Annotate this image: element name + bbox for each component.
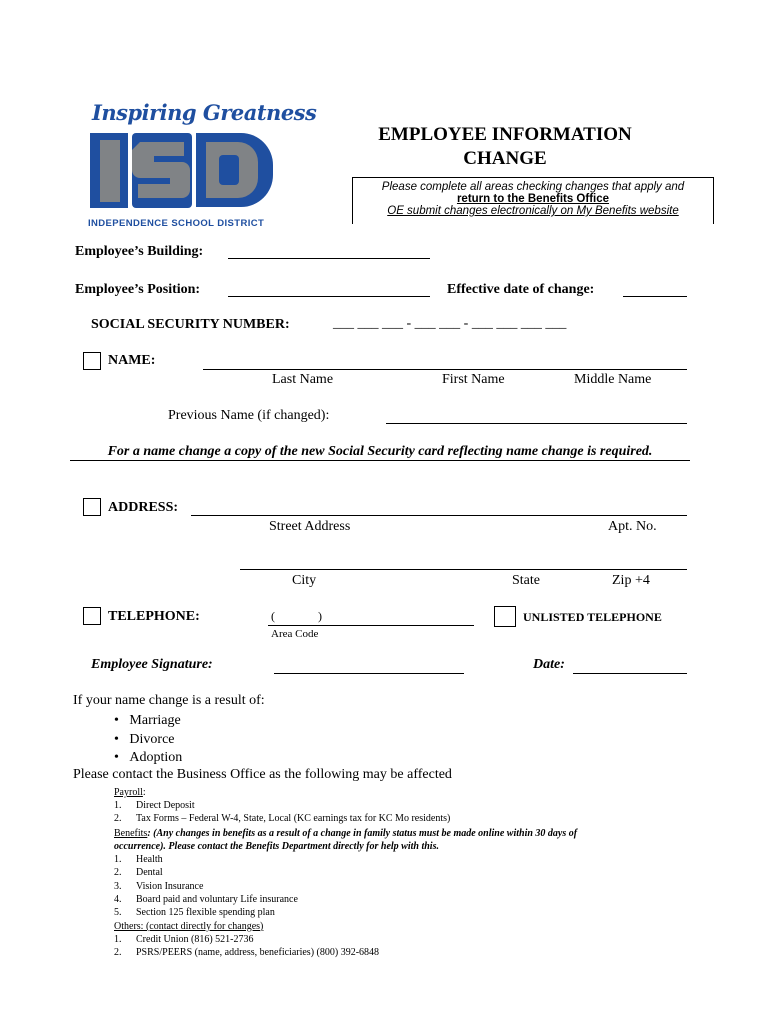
name-label: NAME: [108, 353, 156, 368]
signature-label: Employee Signature: [91, 657, 213, 672]
building-field[interactable] [228, 258, 430, 259]
logo-district-name: INDEPENDENCE SCHOOL DISTRICT [88, 218, 265, 229]
reason-item: • Marriage [114, 713, 181, 728]
notice-line-2: return to the Benefits Office [456, 193, 610, 205]
notice-line-3: OE submit changes electronically on My Benefits website [387, 205, 679, 217]
street-address-caption: Street Address [269, 519, 351, 534]
name-change-note-rule [70, 460, 690, 461]
area-code-caption: Area Code [271, 628, 319, 640]
list-item: 4. Board paid and voluntary Life insurance [114, 894, 298, 906]
date-label: Date: [533, 657, 565, 672]
state-caption: State [512, 573, 540, 588]
notice-box [352, 177, 714, 224]
list-item: 5. Section 125 flexible spending plan [114, 907, 275, 919]
benefits-list [114, 853, 714, 920]
last-name-caption: Last Name [272, 372, 334, 387]
first-name-caption: First Name [442, 372, 505, 387]
street-address-field[interactable] [191, 515, 687, 516]
form-title-line-1: EMPLOYEE INFORMATION [378, 124, 632, 145]
city-caption: City [292, 573, 317, 588]
building-label: Employee’s Building: [75, 244, 204, 259]
reason-list [114, 712, 182, 768]
effective-date-label: Effective date of change: [447, 282, 595, 297]
others-heading: Others: (contact directly for changes) [114, 920, 264, 932]
position-field[interactable] [228, 296, 430, 297]
benefits-heading: Benefits: (Any changes in benefits as a result of a change in family status must be made online within 30 days of [114, 827, 578, 839]
signature-field[interactable] [274, 673, 464, 674]
unlisted-telephone-checkbox[interactable] [494, 606, 516, 627]
payroll-list [114, 799, 714, 826]
list-item: 2. PSRS/PEERS (name, address, beneficiaries) (800) 392-6848 [114, 947, 380, 959]
bullet-icon: • [114, 731, 119, 747]
apt-no-caption: Apt. No. [608, 519, 657, 534]
telephone-label: TELEPHONE: [108, 609, 200, 624]
list-item: 3. Vision Insurance [114, 880, 204, 892]
unlisted-telephone-label: UNLISTED TELEPHONE [523, 610, 662, 624]
list-item: 1. Direct Deposit [114, 800, 195, 811]
reason-item: • Adoption [114, 750, 183, 765]
name-field[interactable] [203, 369, 687, 370]
logo-tagline: Inspiring Greatness [92, 100, 317, 125]
list-item: 1. Credit Union (816) 521-2736 [114, 933, 254, 945]
business-office-contact: Please contact the Business Office as the following may be affected [73, 767, 452, 782]
area-code-open-paren: ( [271, 609, 275, 623]
district-logo [88, 100, 317, 230]
ssn-label: SOCIAL SECURITY NUMBER: [91, 317, 290, 332]
bullet-icon: • [114, 713, 119, 728]
previous-name-field[interactable] [386, 423, 687, 424]
name-change-reasons-intro: If your name change is a result of: [73, 693, 265, 708]
name-change-checkbox[interactable] [83, 352, 101, 370]
effective-date-field[interactable] [623, 296, 687, 297]
area-code-close-paren: ) [318, 609, 322, 623]
zip-caption: Zip +4 [612, 573, 650, 588]
notice-line-1: Please complete all areas checking changes that apply and [381, 181, 685, 193]
telephone-change-checkbox[interactable] [83, 607, 101, 625]
list-item: 2. Dental [114, 867, 163, 879]
others-list [114, 933, 714, 960]
previous-name-label: Previous Name (if changed): [168, 408, 330, 423]
address-label: ADDRESS: [108, 500, 179, 515]
address-change-checkbox[interactable] [83, 498, 101, 516]
reason-item: • Divorce [114, 731, 175, 747]
telephone-field[interactable] [268, 625, 474, 626]
position-label: Employee’s Position: [75, 282, 201, 297]
payroll-heading: Payroll: [114, 787, 146, 798]
form-title-line-2: CHANGE [463, 148, 547, 169]
city-state-zip-field[interactable] [240, 569, 687, 570]
date-field[interactable] [573, 673, 687, 674]
ssn-field[interactable]: ___ ___ ___ - ___ ___ - ___ ___ ___ ___ [333, 316, 567, 331]
list-item: 2. Tax Forms – Federal W-4, State, Local (KC earnings tax for KC Mo residents) [114, 813, 451, 825]
name-change-note: For a name change a copy of the new Social Security card reflecting name change is required. [107, 444, 653, 459]
affected-items [114, 786, 714, 960]
benefits-note: occurrence). Please contact the Benefits Department directly for help with this. [114, 840, 439, 852]
middle-name-caption: Middle Name [574, 372, 652, 387]
list-item: 1. Health [114, 853, 163, 865]
bullet-icon: • [114, 750, 119, 765]
